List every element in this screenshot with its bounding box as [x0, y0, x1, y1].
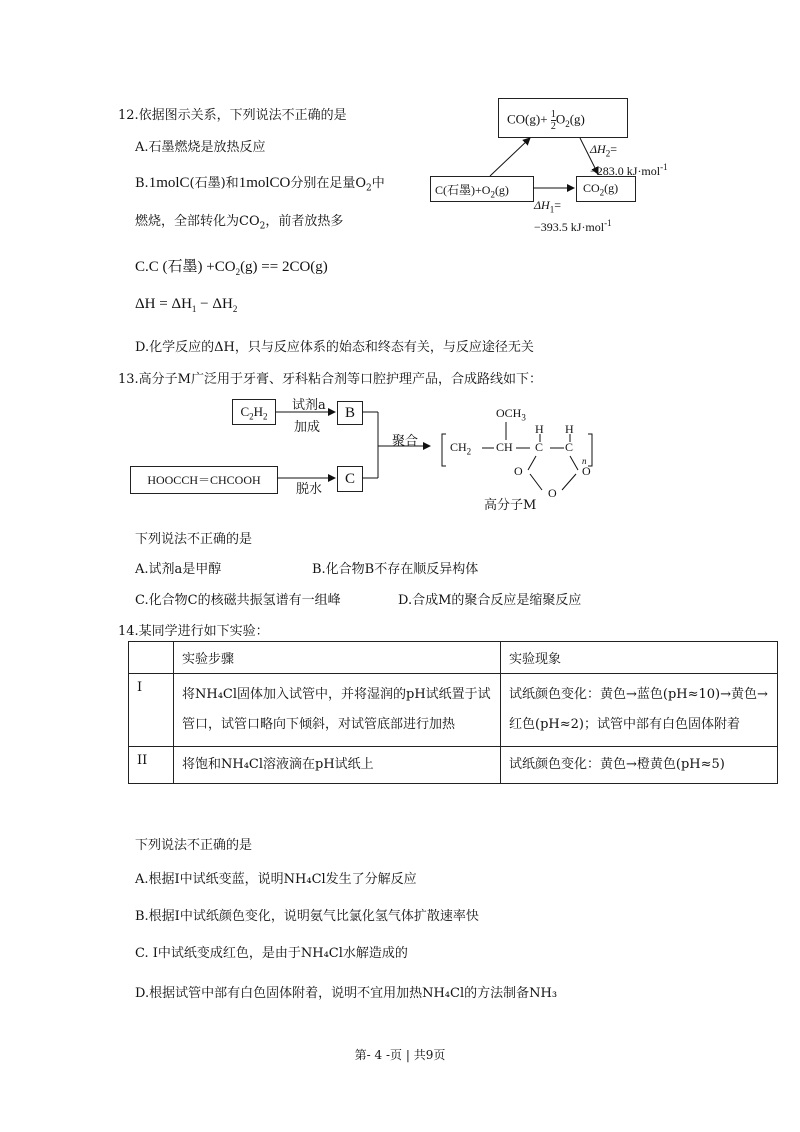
atom-h2: H	[565, 422, 574, 436]
label-dehydrate: 脱水	[296, 482, 323, 497]
q13-option-c: C.化合物C的核磁共振氢谱有一组峰	[135, 593, 341, 608]
label-polymerize: 聚合	[392, 434, 419, 449]
diagram-top-box: CO(g)+ $\frac{1}{2}$ $O_2(g)$	[498, 98, 628, 138]
header-steps: 实验步骤	[174, 642, 501, 674]
arrow-left-to-top	[490, 138, 530, 176]
table-row	[129, 747, 778, 784]
header-phenomena: 实验现象	[501, 642, 778, 674]
q13-option-d: D.合成M的聚合反应是缩聚反应	[398, 593, 582, 608]
q13-synthesis-scheme	[130, 394, 610, 514]
atom-o-right: O	[582, 464, 591, 478]
q14-stem: 14.某同学进行如下实验：	[118, 624, 269, 639]
label-addition: 加成	[294, 420, 321, 435]
q13-option-b: B.化合物B不存在顺反异构体	[312, 562, 479, 577]
q13-stem: 13.高分子M广泛用于牙膏、牙科粘合剂等口腔护理产品，合成路线如下：	[118, 372, 542, 387]
q12-option-a: A.石墨燃烧是放热反应	[135, 140, 266, 155]
q12-option-b-line1: B.1molC(石墨)和1molCO分别在足量$O_2$中	[135, 175, 385, 194]
diagram-left-box: C(石墨)$+O_2(g)$	[430, 176, 534, 202]
q14-option-c: C. I中试纸变成红色，是由于NH₄Cl水解造成的	[135, 946, 408, 961]
atom-c2: C	[565, 440, 574, 454]
row-phenomenon: 试纸颜色变化：黄色→橙黄色(pH≈5)	[501, 747, 778, 784]
group-ch2: $CH_2$	[450, 440, 472, 457]
q12-option-c-dh: $\Delta H = \Delta H_1 - \Delta H_2$	[135, 296, 238, 314]
q12-option-c-equation: C.C (石墨) $+CO_2(g) == 2CO(g)$	[135, 259, 328, 277]
table-row	[129, 674, 778, 747]
dh1-label: $\Delta H_1=$ −393.5 kJ·mol$^{-1}$	[534, 198, 612, 235]
q12-stem: 12.依据图示关系，下列说法不正确的是	[118, 108, 347, 123]
atom-c1: C	[535, 440, 544, 454]
atom-o-mid: O	[548, 486, 557, 500]
diagram-right-box: $CO_2(g)$	[576, 176, 636, 202]
q14-experiment-table	[128, 641, 778, 784]
box-c2h2: $C_2H_2$	[232, 399, 276, 425]
q14-option-b: B.根据I中试纸颜色变化，说明氨气比氯化氢气体扩散速率快	[135, 909, 479, 924]
box-b: B	[337, 401, 363, 425]
q13-lead: 下列说法不正确的是	[135, 532, 253, 547]
row-id: I	[129, 674, 174, 747]
label-polymer-m: 高分子M	[484, 498, 537, 513]
table-header-row	[129, 642, 778, 674]
row-phenomenon: 试纸颜色变化：黄色→蓝色(pH≈10)→黄色→红色(pH≈2)；试管中部有白色固体附着	[501, 674, 778, 747]
page-footer: 第- 4 -页 | 共9页	[354, 1048, 446, 1062]
group-ch: CH	[496, 440, 513, 454]
row-step: 将NH₄Cl固体加入试管中，并将湿润的pH试纸置于试管口，试管口略向下倾斜，对试管底部进行加热	[174, 674, 501, 747]
atom-o-left: O	[514, 464, 523, 478]
q12-energy-diagram	[430, 96, 670, 236]
q14-option-d: D.根据试管中部有白色固体附着，说明不宜用加热NH₄Cl的方法制备NH₃	[135, 986, 558, 1001]
q14-lead: 下列说法不正确的是	[135, 838, 253, 853]
group-och3: $OCH_3$	[496, 406, 526, 423]
subscript-n: n	[582, 456, 587, 466]
q14-option-a: A.根据I中试纸变蓝，说明NH₄Cl发生了分解反应	[135, 872, 417, 887]
label-reagent-a: 试剂a	[292, 398, 326, 413]
dh2-label: $\Delta H_2=$ −283.0 kJ·mol$^{-1}$	[590, 142, 668, 179]
row-step: 将饱和NH₄Cl溶液滴在pH试纸上	[174, 747, 501, 784]
q13-option-a: A.试剂a是甲醇	[135, 562, 222, 577]
row-id: II	[129, 747, 174, 784]
q12-option-d: D.化学反应的ΔH，只与反应体系的始态和终态有关，与反应途径无关	[135, 340, 534, 355]
box-c: C	[337, 466, 363, 492]
atom-h1: H	[535, 422, 544, 436]
box-acid: HOOCCH＝CHCOOH	[130, 466, 278, 494]
q12-option-b-line2: 燃烧，全部转化为$CO_2$，前者放热多	[135, 214, 344, 232]
